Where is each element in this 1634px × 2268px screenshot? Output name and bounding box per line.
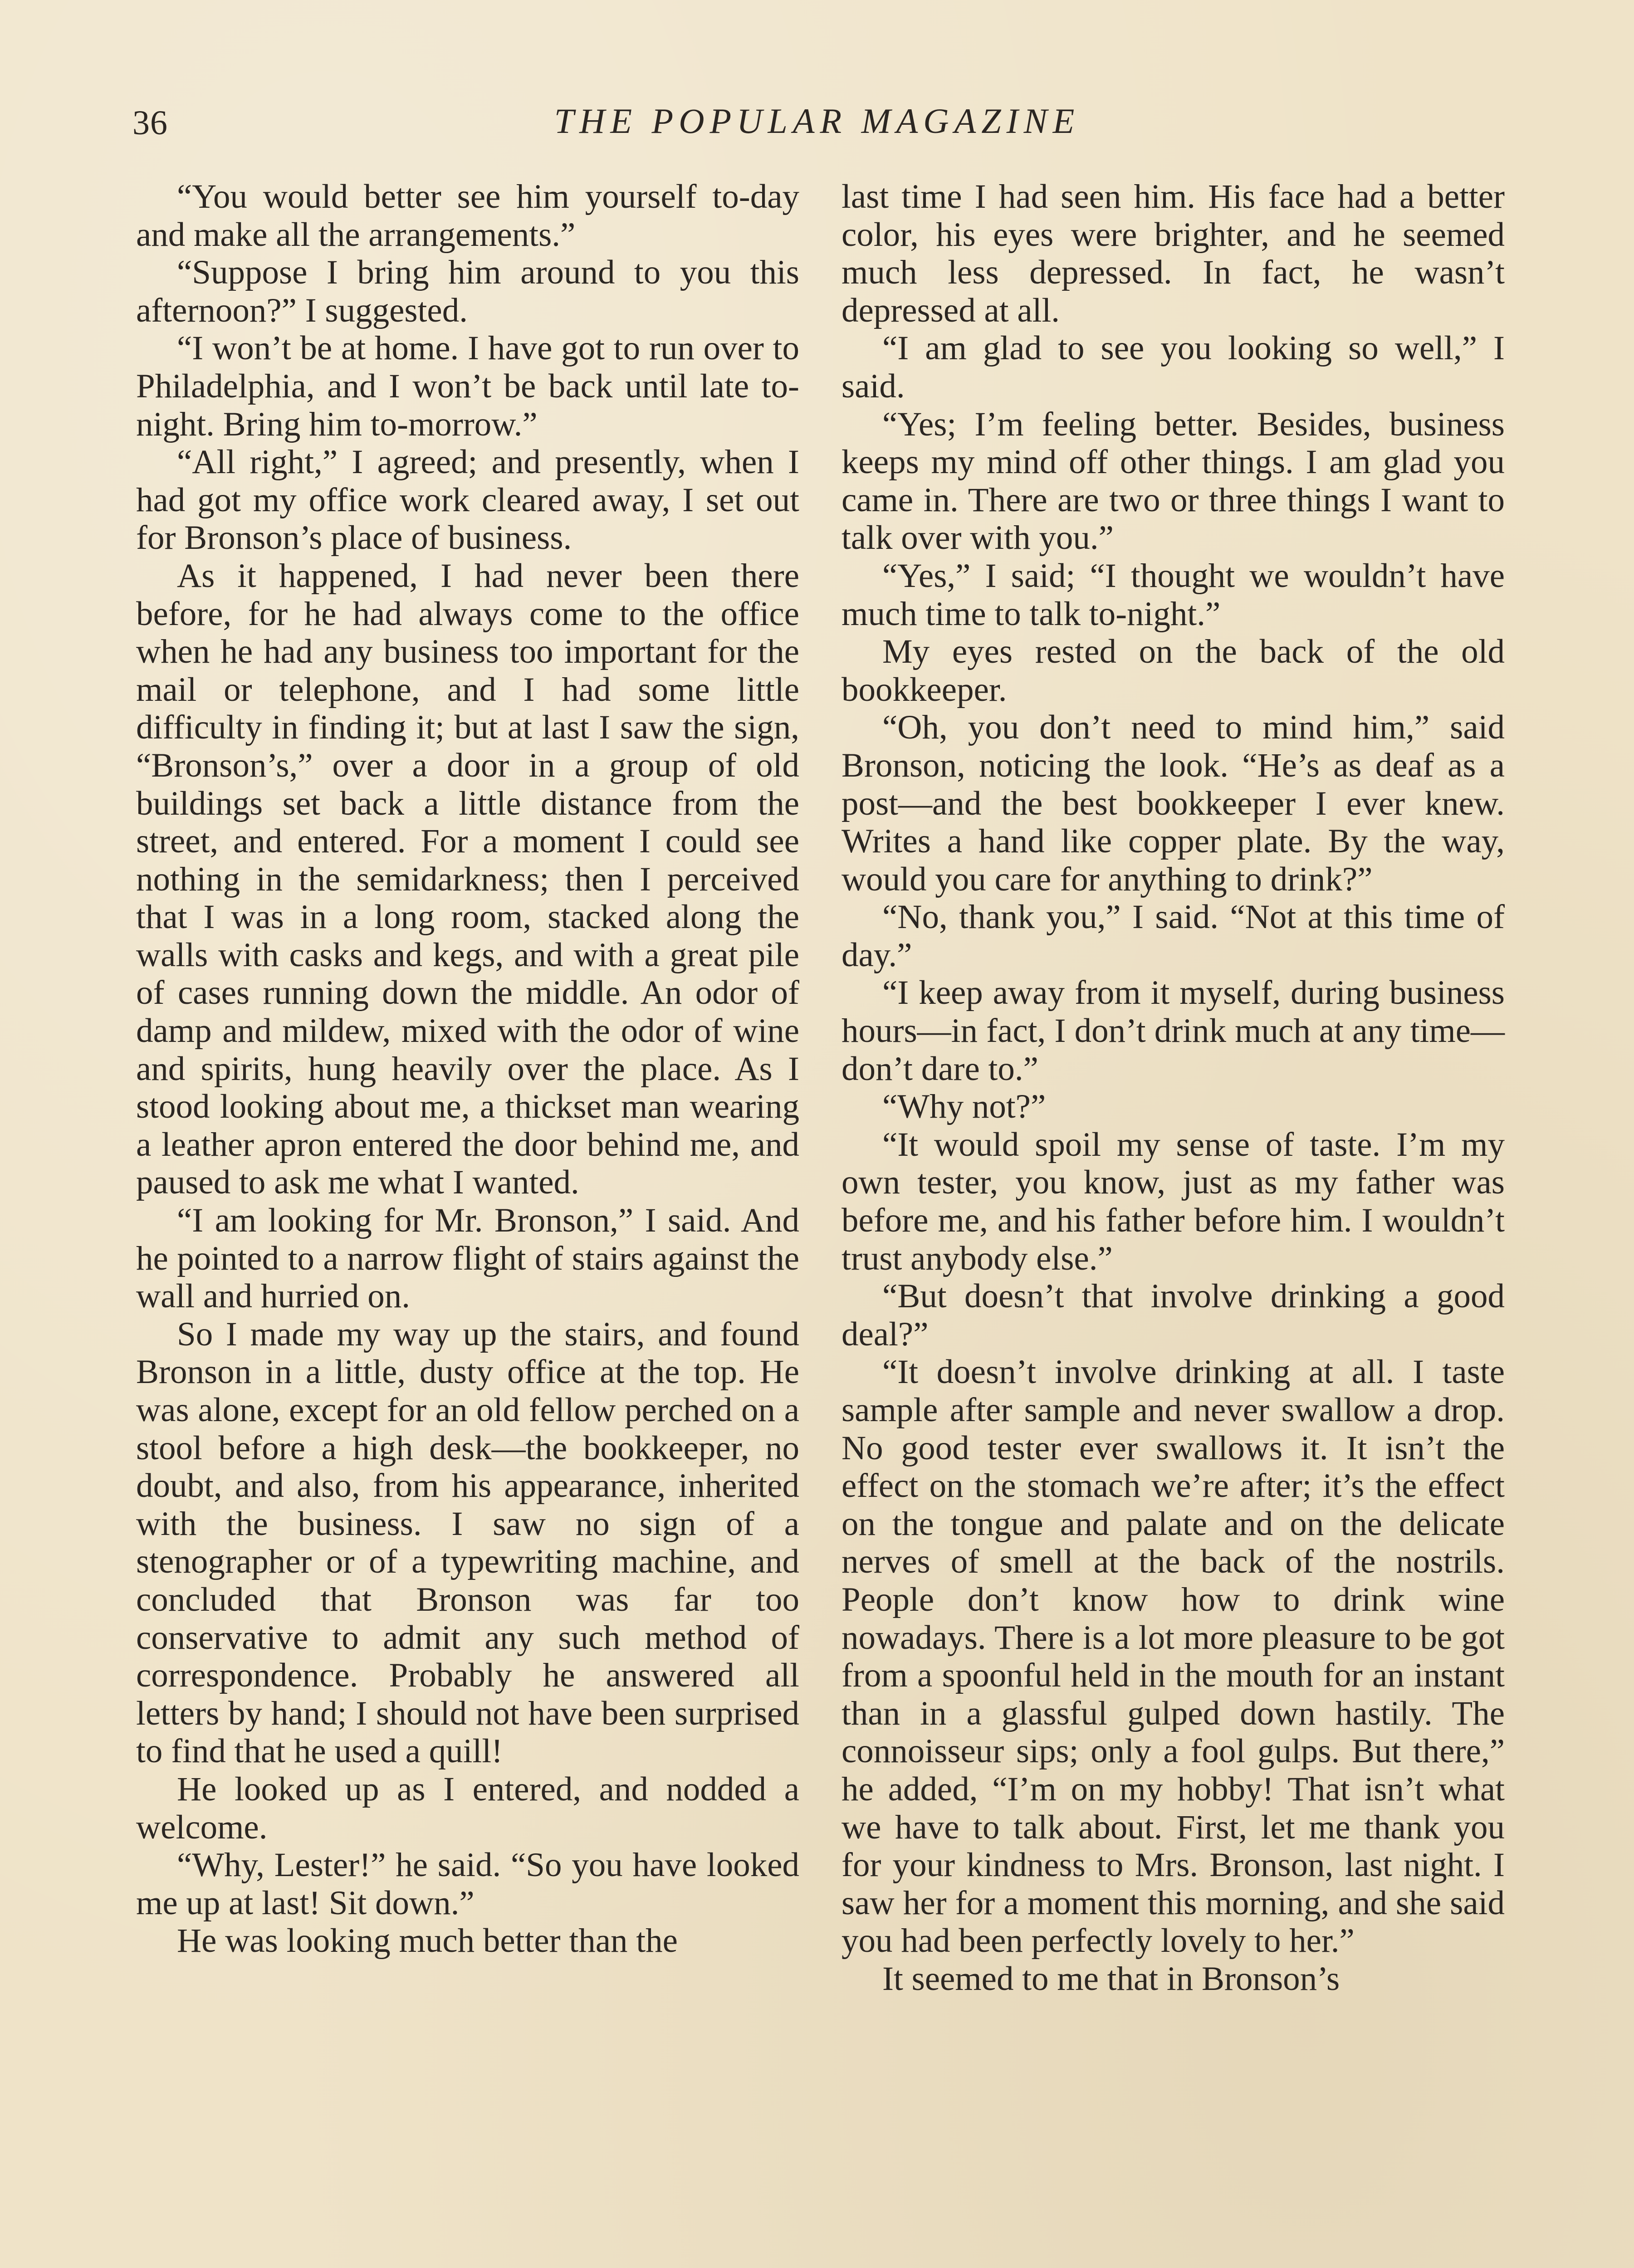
paragraph: “I am glad to see you looking so well,” I said.	[841, 329, 1505, 405]
right-text-column	[841, 178, 1505, 1998]
paragraph: “Why, Lester!” he said. “So you have looked me up at last! Sit down.”	[136, 1846, 799, 1922]
paragraph: “I won’t be at home. I have got to run over to Philadelphia, and I won’t be back until late to-night. Bring him to-morrow.”	[136, 329, 799, 443]
paragraph: “It would spoil my sense of taste. I’m my own tester, you know, just as my father was before me, and his father before him. I wouldn’t trust anybody else.”	[841, 1125, 1505, 1277]
paragraph: “Yes,” I said; “I thought we wouldn’t have much time to talk to-night.”	[841, 557, 1505, 633]
paragraph: “I am looking for Mr. Bronson,” I said. And he pointed to a narrow flight of stairs against the wall and hurried on.	[136, 1202, 799, 1315]
paragraph: “Suppose I bring him around to you this afternoon?” I suggested.	[136, 254, 799, 329]
paragraph: My eyes rested on the back of the old bookkeeper.	[841, 633, 1505, 709]
paragraph: So I made my way up the stairs, and found Bronson in a little, dusty office at the top. He was alone, except for an old fellow perched on a stool before a high desk—the bookkeeper, no doubt, and also, from his appearance, inherited with the business. I saw no sign of a stenographer or of a typewriting machine, and concluded that Bronson was far too conservative to admit any such method of correspondence. Probably he answered all letters by hand; I should not have been surprised to find that he used a quill!	[136, 1315, 799, 1770]
paragraph: “You would better see him yourself to-day and make all the arrangements.”	[136, 178, 799, 254]
paragraph: He looked up as I entered, and nodded a welcome.	[136, 1770, 799, 1846]
continued-paragraph: last time I had seen him. His face had a better color, his eyes were brighter, and he seemed much less depressed. In fact, he wasn’t depressed at all.	[841, 178, 1505, 329]
paragraph: “Why not?”	[882, 1088, 1046, 1126]
paragraph: It seemed to me that in Bronson’s	[882, 1960, 1340, 1998]
paragraph: “But doesn’t that involve drinking a good deal?”	[841, 1277, 1505, 1353]
page-number: 36	[132, 104, 168, 142]
magazine-running-head: THE POPULAR MAGAZINE	[554, 101, 1080, 141]
paragraph: As it happened, I had never been there before, for he had always come to the office when he had any business too important for the mail or telephone, and I had some little difficulty in finding it; but at last I saw the sign, “Bronson’s,” over a door in a group of old buildings set back a little distance from the street, and entered. For a moment I could see nothing in the semidarkness; then I perceived that I was in a long room, stacked along the walls with casks and kegs, and with a great pile of cases running down the middle. An odor of damp and mildew, mixed with the odor of wine and spirits, hung heavily over the place. As I stood looking about me, a thickset man wearing a leather apron entered the door behind me, and paused to ask me what I wanted.	[136, 557, 799, 1202]
paragraph: “Yes; I’m feeling better. Besides, business keeps my mind off other things. I am glad you came in. There are two or three things I want to talk over with you.”	[841, 405, 1505, 557]
paragraph: He was looking much better than the	[177, 1922, 678, 1960]
paragraph: “Oh, you don’t need to mind him,” said Bronson, noticing the look. “He’s as deaf as a post—and the best bookkeeper I ever knew. Writes a hand like copper plate. By the way, would you care for anything to drink?”	[841, 709, 1505, 898]
left-text-column	[136, 178, 799, 1960]
paragraph: “No, thank you,” I said. “Not at this time of day.”	[841, 898, 1505, 974]
paragraph: “All right,” I agreed; and presently, when I had got my office work cleared away, I set out for Bronson’s place of business.	[136, 443, 799, 557]
paragraph: “I keep away from it myself, during business hours—in fact, I don’t drink much at any time—don’t dare to.”	[841, 974, 1505, 1088]
paragraph: “It doesn’t involve drinking at all. I taste sample after sample and never swallow a drop. No good tester ever swallows it. It isn’t the effect on the stomach we’re after; it’s the effect on the tongue and palate and on the delicate nerves of smell at the back of the nostrils. People don’t know how to drink wine nowadays. There is a lot more pleasure to be got from a spoonful held in the mouth for an instant than in a glassful gulped down hastily. The connoisseur sips; only a fool gulps. But there,” he added, “I’m on my hobby! That isn’t what we have to talk about. First, let me thank you for your kindness to Mrs. Bronson, last night. I saw her for a moment this morning, and she said you had been perfectly lovely to her.”	[841, 1353, 1505, 1960]
